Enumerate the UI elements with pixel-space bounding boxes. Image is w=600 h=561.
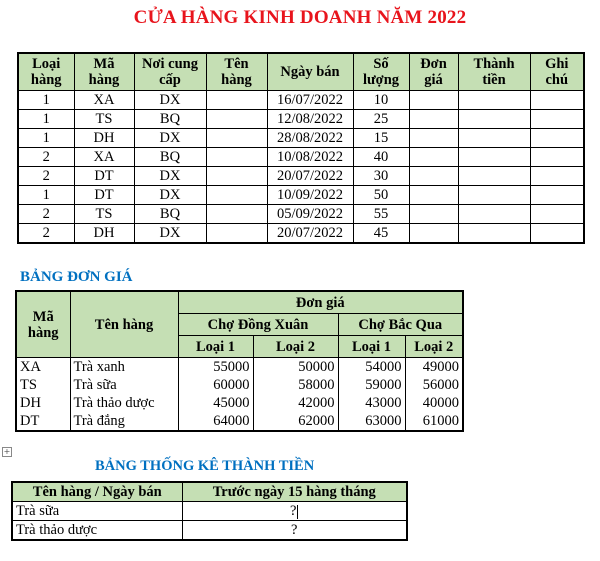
table-cell[interactable]: 12/08/2022	[267, 110, 353, 129]
header-cell[interactable]: Tên hàng	[70, 291, 178, 358]
table-cell[interactable]	[458, 129, 530, 148]
table-cell[interactable]	[458, 224, 530, 244]
header-cell[interactable]: Mã hàng	[74, 53, 134, 91]
sales-table-header-row	[18, 53, 584, 91]
table-cell[interactable]: 2	[18, 205, 74, 224]
table-cell[interactable]	[206, 186, 267, 205]
table-cell[interactable]: 45000	[178, 394, 253, 412]
table-cell[interactable]: 1	[18, 186, 74, 205]
table-cell[interactable]	[458, 148, 530, 167]
header-cell[interactable]: Loại 2	[253, 336, 338, 358]
table-cell[interactable]	[530, 91, 584, 110]
header-cell[interactable]: Thành tiền	[458, 53, 530, 91]
table-cell[interactable]: 43000	[338, 394, 405, 412]
table-cell[interactable]	[458, 110, 530, 129]
table-cell[interactable]: Trà xanh	[70, 358, 178, 377]
header-cell[interactable]: Đơn giá	[409, 53, 458, 91]
stats-header-row	[12, 482, 407, 502]
table-cell[interactable]: DH	[74, 224, 134, 244]
table-cell[interactable]: 55	[353, 205, 409, 224]
cell-value: ?	[290, 503, 297, 519]
table-cell[interactable]: DT	[74, 167, 134, 186]
table-cell[interactable]: 50	[353, 186, 409, 205]
table-cell[interactable]	[530, 148, 584, 167]
table-cell[interactable]: 2	[18, 148, 74, 167]
table-cell[interactable]: 1	[18, 110, 74, 129]
table-cell[interactable]: 1	[18, 129, 74, 148]
table-cell[interactable]: 49000	[405, 358, 463, 377]
table-row	[12, 502, 407, 521]
header-cell[interactable]: Loại 1	[178, 336, 253, 358]
table-cell[interactable]: 54000	[338, 358, 405, 377]
table-cell[interactable]: 40	[353, 148, 409, 167]
table-cell[interactable]: BQ	[134, 110, 206, 129]
price-section-title: BẢNG ĐƠN GIÁ	[20, 269, 133, 285]
table-cell[interactable]: 10/09/2022	[267, 186, 353, 205]
table-cell[interactable]	[206, 91, 267, 110]
table-cell[interactable]: 64000	[178, 412, 253, 431]
table-cell[interactable]: DH	[74, 129, 134, 148]
stats-section-title: BẢNG THỐNG KÊ THÀNH TIỀN	[95, 458, 315, 474]
price-header-row	[16, 291, 463, 314]
table-row	[16, 376, 463, 394]
table-cell[interactable]: 56000	[405, 376, 463, 394]
table-cell[interactable]: BQ	[134, 205, 206, 224]
table-cell[interactable]	[182, 502, 407, 521]
table-cell[interactable]: 61000	[405, 412, 463, 431]
table-cell[interactable]	[458, 186, 530, 205]
table-cell[interactable]	[458, 167, 530, 186]
table-cell[interactable]: 60000	[178, 376, 253, 394]
table-row	[16, 412, 463, 431]
table-row	[12, 521, 407, 541]
header-cell[interactable]: Nơi cung cấp	[134, 53, 206, 91]
table-row	[18, 91, 584, 110]
table-cell[interactable]: 16/07/2022	[267, 91, 353, 110]
table-cell[interactable]: 40000	[405, 394, 463, 412]
header-cell[interactable]: Trước ngày 15 hàng tháng	[182, 482, 407, 502]
table-cell[interactable]: 10	[353, 91, 409, 110]
table-cell[interactable]: DH	[16, 394, 70, 412]
table-row	[18, 205, 584, 224]
table-row	[18, 110, 584, 129]
table-cell[interactable]	[458, 205, 530, 224]
table-cell[interactable]: 20/07/2022	[267, 224, 353, 244]
table-cell[interactable]: 2	[18, 167, 74, 186]
table-cell[interactable]: DX	[134, 186, 206, 205]
table-cell[interactable]: DX	[134, 91, 206, 110]
table-row	[18, 148, 584, 167]
table-cell[interactable]: XA	[16, 358, 70, 377]
header-cell[interactable]: Tên hàng	[206, 53, 267, 91]
table-cell[interactable]	[409, 167, 458, 186]
table-cell[interactable]: 2	[18, 224, 74, 244]
table-cell[interactable]	[458, 91, 530, 110]
table-cell[interactable]: TS	[74, 110, 134, 129]
table-cell[interactable]	[530, 205, 584, 224]
table-cell[interactable]: 1	[18, 91, 74, 110]
stats-table	[11, 481, 408, 541]
table-cell[interactable]	[409, 91, 458, 110]
table-cell[interactable]	[206, 110, 267, 129]
table-cell[interactable]: XA	[74, 91, 134, 110]
table-cell[interactable]	[206, 129, 267, 148]
table-cell[interactable]: DX	[134, 224, 206, 244]
table-cell[interactable]: TS	[16, 376, 70, 394]
table-row	[18, 129, 584, 148]
header-cell[interactable]: Chợ Đồng Xuân	[178, 314, 338, 336]
price-table	[15, 290, 464, 432]
table-cell[interactable]: 30	[353, 167, 409, 186]
table-cell[interactable]	[206, 148, 267, 167]
table-row	[16, 358, 463, 377]
header-cell[interactable]: Tên hàng / Ngày bán	[12, 482, 182, 502]
table-cell[interactable]: 42000	[253, 394, 338, 412]
table-cell[interactable]	[409, 148, 458, 167]
table-cell[interactable]	[530, 129, 584, 148]
table-cell[interactable]: 59000	[338, 376, 405, 394]
table-cell[interactable]	[530, 186, 584, 205]
sales-table	[17, 52, 585, 244]
table-cell[interactable]: DX	[134, 129, 206, 148]
table-cell[interactable]: TS	[74, 205, 134, 224]
table-cell[interactable]: 50000	[253, 358, 338, 377]
table-cell[interactable]: 25	[353, 110, 409, 129]
table-cell[interactable]	[206, 167, 267, 186]
table-cell[interactable]: 45	[353, 224, 409, 244]
table-cell[interactable]: 20/07/2022	[267, 167, 353, 186]
table-row	[16, 394, 463, 412]
table-cell[interactable]: DX	[134, 167, 206, 186]
table-cell[interactable]	[206, 205, 267, 224]
table-cell[interactable]: Trà đắng	[70, 412, 178, 431]
table-row	[18, 186, 584, 205]
table-row	[18, 224, 584, 244]
table-cell[interactable]: Trà thảo dược	[12, 521, 182, 541]
header-cell[interactable]: Số lượng	[353, 53, 409, 91]
table-cell[interactable]: 15	[353, 129, 409, 148]
table-cell[interactable]: 58000	[253, 376, 338, 394]
table-cell[interactable]: XA	[74, 148, 134, 167]
table-cell[interactable]	[409, 205, 458, 224]
header-cell[interactable]: Ngày bán	[267, 53, 353, 91]
header-cell[interactable]: Mã hàng	[16, 291, 70, 358]
table-cell[interactable]: 55000	[178, 358, 253, 377]
table-row	[18, 167, 584, 186]
header-cell[interactable]: Loại 2	[405, 336, 463, 358]
page-title: CỬA HÀNG KINH DOANH NĂM 2022	[133, 7, 467, 28]
table-cell[interactable]	[409, 224, 458, 244]
table-cell[interactable]	[409, 129, 458, 148]
table-cell[interactable]: DT	[74, 186, 134, 205]
table-cell[interactable]	[409, 186, 458, 205]
table-cell[interactable]	[530, 224, 584, 244]
table-cell[interactable]: 28/08/2022	[267, 129, 353, 148]
table-cell[interactable]: 63000	[338, 412, 405, 431]
text-cursor	[297, 505, 298, 519]
table-cell[interactable]	[530, 167, 584, 186]
table-cell[interactable]	[409, 110, 458, 129]
table-cell[interactable]: DT	[16, 412, 70, 431]
header-cell[interactable]: Loại 1	[338, 336, 405, 358]
table-cell[interactable]	[530, 110, 584, 129]
move-handle-icon[interactable]: +	[3, 447, 11, 456]
table-cell[interactable]: 10/08/2022	[267, 148, 353, 167]
table-cell[interactable]: ?	[182, 521, 407, 541]
table-cell[interactable]: Trà sữa	[12, 502, 182, 521]
header-cell[interactable]: Ghi chú	[530, 53, 584, 91]
header-cell[interactable]: Chợ Bắc Qua	[338, 314, 463, 336]
table-cell[interactable]	[206, 224, 267, 244]
header-cell[interactable]: Loại hàng	[18, 53, 74, 91]
table-cell[interactable]: Trà sữa	[70, 376, 178, 394]
table-cell[interactable]: Trà thảo dược	[70, 394, 178, 412]
header-cell[interactable]: Đơn giá	[178, 291, 463, 314]
table-cell[interactable]: 62000	[253, 412, 338, 431]
table-cell[interactable]: 05/09/2022	[267, 205, 353, 224]
table-cell[interactable]: BQ	[134, 148, 206, 167]
